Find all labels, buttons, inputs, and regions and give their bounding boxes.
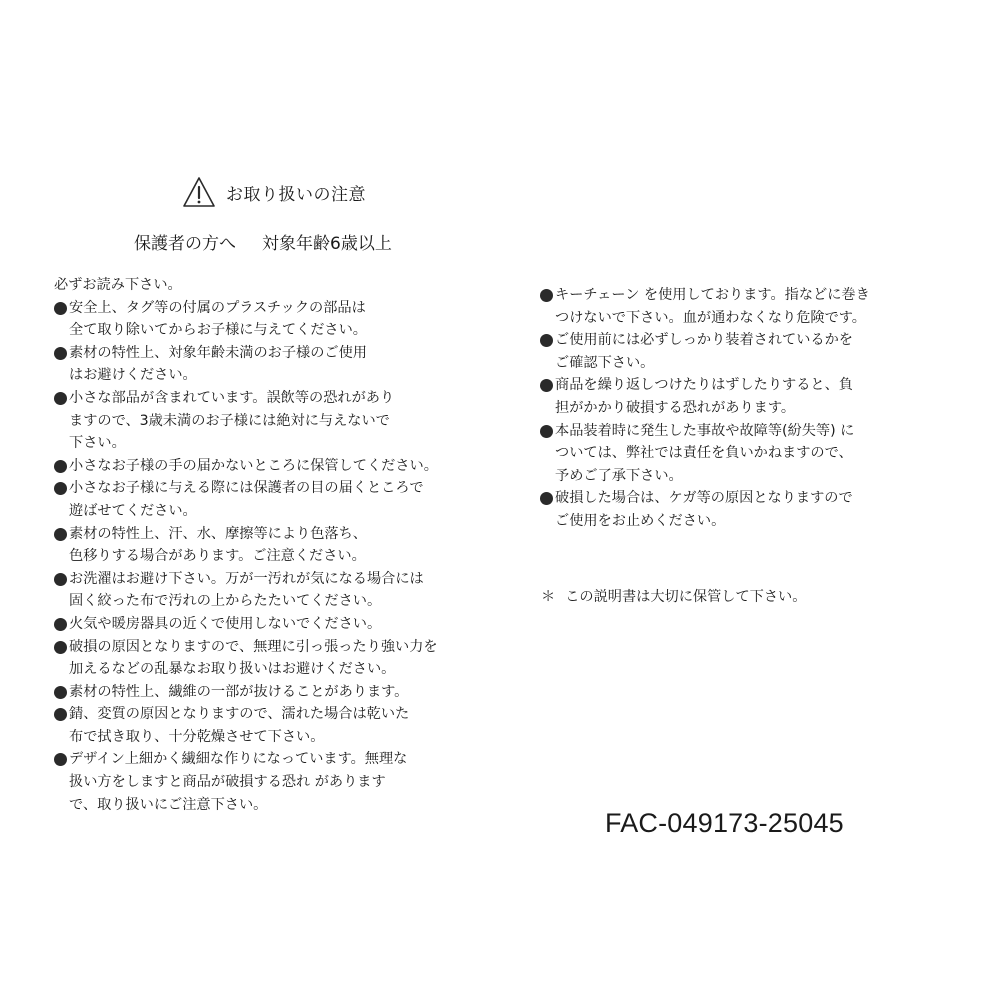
- caution-line: 加えるなどの乱暴なお取り扱いはお避けください。: [69, 661, 396, 678]
- caution-line: お洗濯はお避け下さい。万が一汚れが気になる場合には: [69, 570, 424, 587]
- bullet-dot-icon: [54, 528, 67, 541]
- caution-line: 小さなお子様の手の届かないところに保管してください。: [69, 457, 438, 474]
- caution-item: [54, 568, 438, 613]
- caution-line: キーチェーン を使用しております。指などに巻き: [555, 287, 870, 303]
- caution-line: 担がかかり破損する恐れがあります。: [555, 399, 796, 416]
- caution-item: [54, 477, 438, 522]
- caution-item: [54, 703, 438, 748]
- caution-line: ついては、弊社では責任を負いかねますので、: [555, 445, 853, 462]
- caution-line: 火気や暖房器具の近くで使用しないでください。: [69, 615, 382, 632]
- caution-line: 小さなお子様に与える際には保護者の目の届くところで: [69, 480, 424, 497]
- caution-line: で、取り扱いにご注意下さい。: [69, 796, 268, 813]
- bullet-dot-icon: [540, 379, 553, 392]
- caution-line: ますので、3歳未満のお子様には絶対に与えないで: [69, 412, 390, 429]
- bullet-dot-icon: [54, 482, 67, 495]
- caution-line: ご確認下さい。: [555, 354, 655, 371]
- bullet-dot-icon: [54, 392, 67, 405]
- caution-item: [54, 297, 438, 342]
- caution-line: 素材の特性上、繊維の一部が抜けることがあります。: [69, 683, 409, 700]
- caution-line: 布で拭き取り、十分乾燥させて下さい。: [69, 728, 325, 745]
- bullet-dot-icon: [540, 492, 553, 505]
- caution-line: 破損の原因となりますので、無理に引っ張ったり強い力を: [69, 638, 438, 655]
- bullet-dot-icon: [540, 334, 553, 347]
- caution-line: つけないで下さい。血が通わなくなり危険です。: [555, 309, 866, 326]
- caution-item: [540, 284, 870, 329]
- keep-manual-text: この説明書は大切に保管して下さい。: [565, 589, 807, 605]
- caution-line: 素材の特性上、対象年齢未満のお子様のご使用: [69, 344, 367, 361]
- warning-triangle-icon: [182, 176, 216, 208]
- bullet-dot-icon: [54, 708, 67, 721]
- bullet-dot-icon: [54, 347, 67, 360]
- caution-line: 小さな部品が含まれています。誤飲等の恐れがあり: [69, 389, 395, 406]
- caution-line: 下さい。: [69, 435, 126, 452]
- caution-line: 色移りする場合があります。ご注意ください。: [69, 548, 366, 565]
- caution-line: 商品を繰り返しつけたりはずしたりすると、負: [555, 377, 853, 394]
- caution-item: [540, 420, 870, 488]
- caution-line: 全て取り除いてからお子様に与えてください。: [69, 322, 367, 339]
- target-age-label: 対象年齢6歳以上: [262, 234, 392, 254]
- bullet-dot-icon: [54, 302, 67, 315]
- caution-line: 予めご了承下さい。: [555, 467, 683, 484]
- bullet-dot-icon: [540, 289, 553, 302]
- keep-manual-note: [541, 586, 806, 606]
- caution-item: [54, 636, 438, 681]
- audience-label: 保護者の方へ: [134, 234, 236, 254]
- caution-line: 破損した場合は、ケガ等の原因となりますので: [555, 490, 853, 507]
- bullet-dot-icon: [54, 641, 67, 654]
- bullet-dot-icon: [540, 425, 553, 438]
- caution-line: 素材の特性上、汗、水、摩擦等により色落ち、: [69, 525, 367, 542]
- caution-line: ご使用前には必ずしっかり装着されているかを: [555, 332, 853, 349]
- caution-line: 遊ばせてください。: [69, 502, 197, 519]
- caution-line: ご使用をお止めください。: [555, 512, 726, 529]
- caution-item: [540, 374, 870, 419]
- caution-line: 錆、変質の原因となりますので、濡れた場合は乾いた: [69, 706, 410, 723]
- caution-item: [54, 342, 438, 387]
- bullet-dot-icon: [54, 753, 67, 766]
- product-code: FAC-049173-25045: [605, 808, 844, 838]
- caution-item: [54, 455, 438, 478]
- left-caution-column: [54, 274, 438, 816]
- caution-line: 固く絞った布で汚れの上からたたいてください。: [69, 593, 382, 610]
- bullet-dot-icon: [54, 573, 67, 586]
- caution-line: デザイン上細かく繊細な作りになっています。無理な: [69, 751, 408, 768]
- notice-title-row: [182, 172, 366, 212]
- caution-item: [54, 748, 438, 816]
- caution-item: [54, 523, 438, 568]
- asterisk-mark: ＊: [541, 589, 556, 605]
- intro-text: 必ずお読み下さい。: [54, 277, 182, 293]
- caution-item: [540, 329, 870, 374]
- bullet-dot-icon: [54, 618, 67, 631]
- caution-item: [54, 387, 438, 455]
- caution-item: [540, 487, 870, 532]
- caution-line: 本品装着時に発生した事故や故障等(紛失等) に: [555, 422, 855, 439]
- caution-item: [54, 613, 438, 636]
- right-caution-column: [540, 284, 870, 533]
- bullet-dot-icon: [54, 686, 67, 699]
- caution-line: はお避けください。: [69, 367, 197, 384]
- notice-title: お取り扱いの注意: [226, 184, 366, 205]
- bullet-dot-icon: [54, 460, 67, 473]
- caution-line: 安全上、タグ等の付属のプラスチックの部品は: [69, 299, 366, 316]
- caution-item: [54, 681, 438, 704]
- caution-line: 扱い方をしますと商品が破損する恐れ があります: [69, 774, 386, 791]
- notice-subtitle: [134, 229, 392, 254]
